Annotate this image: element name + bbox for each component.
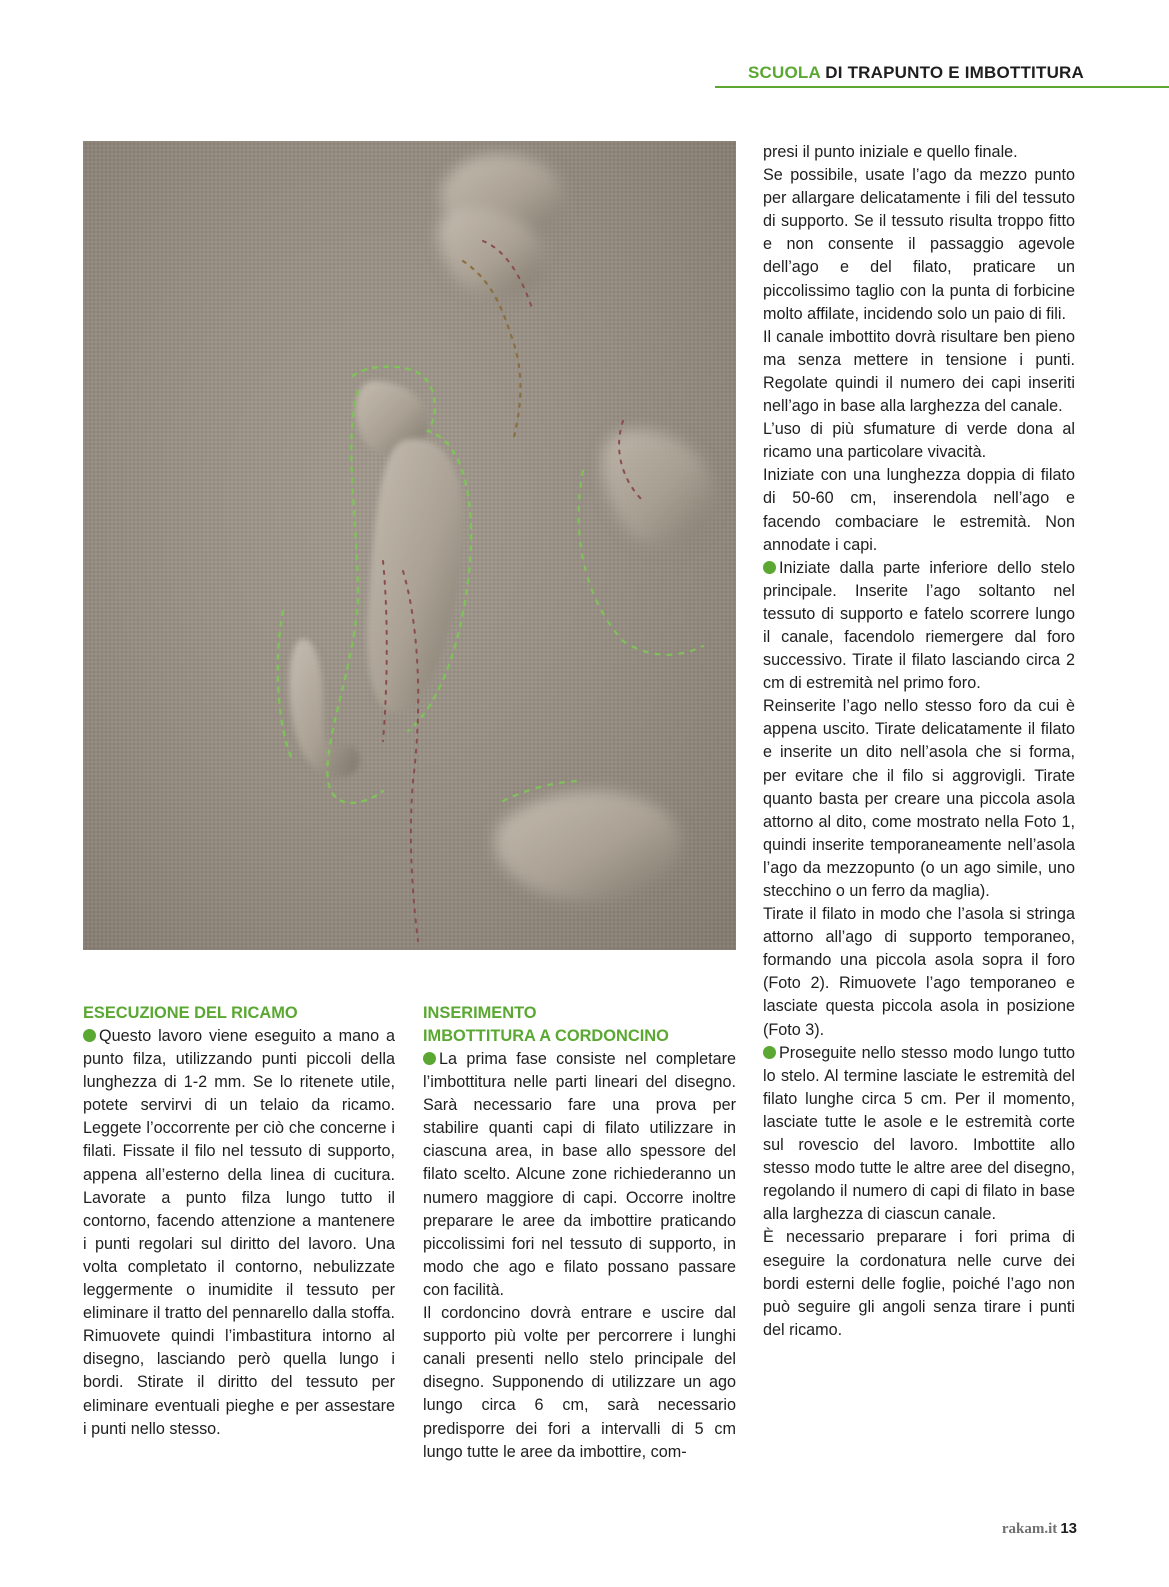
paragraph-text: Questo lavoro viene eseguito a mano a punto filza, utilizzando punti piccoli della lunghezza di 1-2 mm. Se lo ritenete utile, potete servirvi di un telaio da ricamo. Leggete l’occorrente per ciò che concerne i filati. Fissate il filo nel tessuto di supporto, appena all’esterno della linea di cucitura. Lavorate a punto filza lungo tutto il contorno, facendo attenzione a mantenere i punti regolari sul diritto del lavoro. Una volta completato il contorno, nebulizzate leggermente o inumidite il tessuto per eliminare il tratto del pennarello dalla stoffa. Rimuovete quindi l’imbastitura intorno al disegno, lasciando però quella lungo i bordi. Stirate il diritto del tessuto per eliminare eventuali pieghe e per assestare i punti nello stesso. (83, 1027, 395, 1438)
section-title-esecuzione: ESECUZIONE DEL RICAMO (83, 1004, 298, 1022)
paragraph (763, 1042, 1075, 1227)
column-left (83, 1002, 395, 1441)
header-rule (715, 86, 1169, 88)
paragraph (423, 1048, 736, 1302)
header-title: DI TRAPUNTO E IMBOTTITURA (820, 63, 1084, 82)
section-title-line: IMBOTTITURA A CORDONCINO (423, 1027, 669, 1045)
paragraph: presi il punto iniziale e quello finale. (763, 143, 1018, 161)
bullet-icon (83, 1029, 96, 1042)
paragraph (763, 557, 1075, 696)
bullet-icon (763, 1046, 776, 1059)
bullet-icon (763, 561, 776, 574)
paragraph: L’uso di più sfumature di verde dona al ricamo una particolare vivacità. (763, 420, 1075, 462)
bullet-icon (423, 1052, 436, 1065)
paragraph-text: La prima fase consiste nel completare l’imbottitura nelle parti lineari del disegno. Sarà necessario fare una prova per stabilire quanti capi di filato utilizzare in ciascuna area, in base allo spessore del filato scelto. Alcune zone richiederanno un numero maggiore di capi. Occorre inoltre preparare le aree da imbottire praticando piccolissimi fori nel tessuto di supporto, in modo che ago e filato possano passare con facilità. (423, 1050, 736, 1299)
trapunto-embroidery-illustration (83, 141, 736, 950)
paragraph: Se possibile, usate l’ago da mezzo punto per allargare delicatamente i fili del tessuto di supporto. Se il tessuto risulta troppo fitto e non consente il passaggio agevole dell’ago e del filato, praticare un piccolissimo taglio con la punta di forbicine molto affilate, incidendo solo un paio di fili. (763, 166, 1075, 323)
section-title-inserimento (423, 1002, 736, 1048)
paragraph: Iniziate con una lunghezza doppia di filato di 50-60 cm, inserendola nell’ago e facendo combaciare le estremità. Non annodate i capi. (763, 466, 1075, 554)
paragraph: È necessario preparare i fori prima di eseguire la cordonatura nelle curve dei bordi esterni delle foglie, poiché l’ago non può seguire gli angoli senza tirare i punti del ricamo. (763, 1228, 1075, 1339)
header-accent: SCUOLA (747, 63, 821, 82)
column-right (763, 141, 1075, 1342)
embroidered-linen-photo (83, 141, 736, 950)
page-footer (1002, 1520, 1077, 1538)
paragraph-text: Proseguite nello stesso modo lungo tutto lo stelo. Al termine lasciate le estremità del filato lunghe circa 5 cm. Per il momento, lasciate tutte le asole e le estremità corte sul rovescio del lavoro. Imbottite allo stesso modo tutte le altre aree del disegno, regolando il numero di capi di filato in base alla larghezza di ciascun canale. (763, 1043, 1075, 1224)
site-name: rakam.it (1001, 1521, 1058, 1537)
section-title-line: INSERIMENTO (423, 1004, 537, 1022)
page-number: 13 (1060, 1520, 1077, 1537)
paragraph: Tirate il filato in modo che l’asola si stringa attorno all’ago di supporto temporaneo, formando una piccola asola sopra il foro (Foto 2). Rimuovete l’ago temporaneo e lasciate questa piccola asola in posizione (Foto 3). (763, 905, 1075, 1039)
column-middle (423, 1002, 736, 1464)
paragraph: Il canale imbottito dovrà risultare ben pieno ma senza mettere in tensione i punti. Regolate quindi il numero dei capi inseriti nell’ago in base alla larghezza del canale. (763, 327, 1075, 416)
paragraph-text: Iniziate dalla parte inferiore dello stelo principale. Inserite l’ago soltanto nel tessuto di supporto e fatelo scorrere lungo il canale, facendolo riemergere dal foro successivo. Tirate il filato lasciando circa 2 cm di estremità nel primo foro. (763, 558, 1075, 693)
paragraph: Il cordoncino dovrà entrare e uscire dal supporto più volte per percorrere i lunghi canali presenti nello stelo principale del disegno. Supponendo di utilizzare un ago lungo circa 6 cm, sarà necessario predisporre dei fori a intervalli di 5 cm lungo tutte le aree da imbottire, com- (423, 1304, 736, 1461)
running-header (748, 63, 1084, 83)
paragraph (83, 1025, 395, 1441)
paragraph: Reinserite l’ago nello stesso foro da cui è appena uscito. Tirate delicatamente il filato e inserite un dito nell’asola che si forma, per evitare che il filo si aggrovigli. Tirate quanto basta per creare una piccola asola attorno al dito, come mostrato nella Foto 1, quindi inserite temporaneamente nell’asola l’ago da mezzopunto (o un ago simile, uno stecchino o un ferro da maglia). (763, 697, 1075, 900)
